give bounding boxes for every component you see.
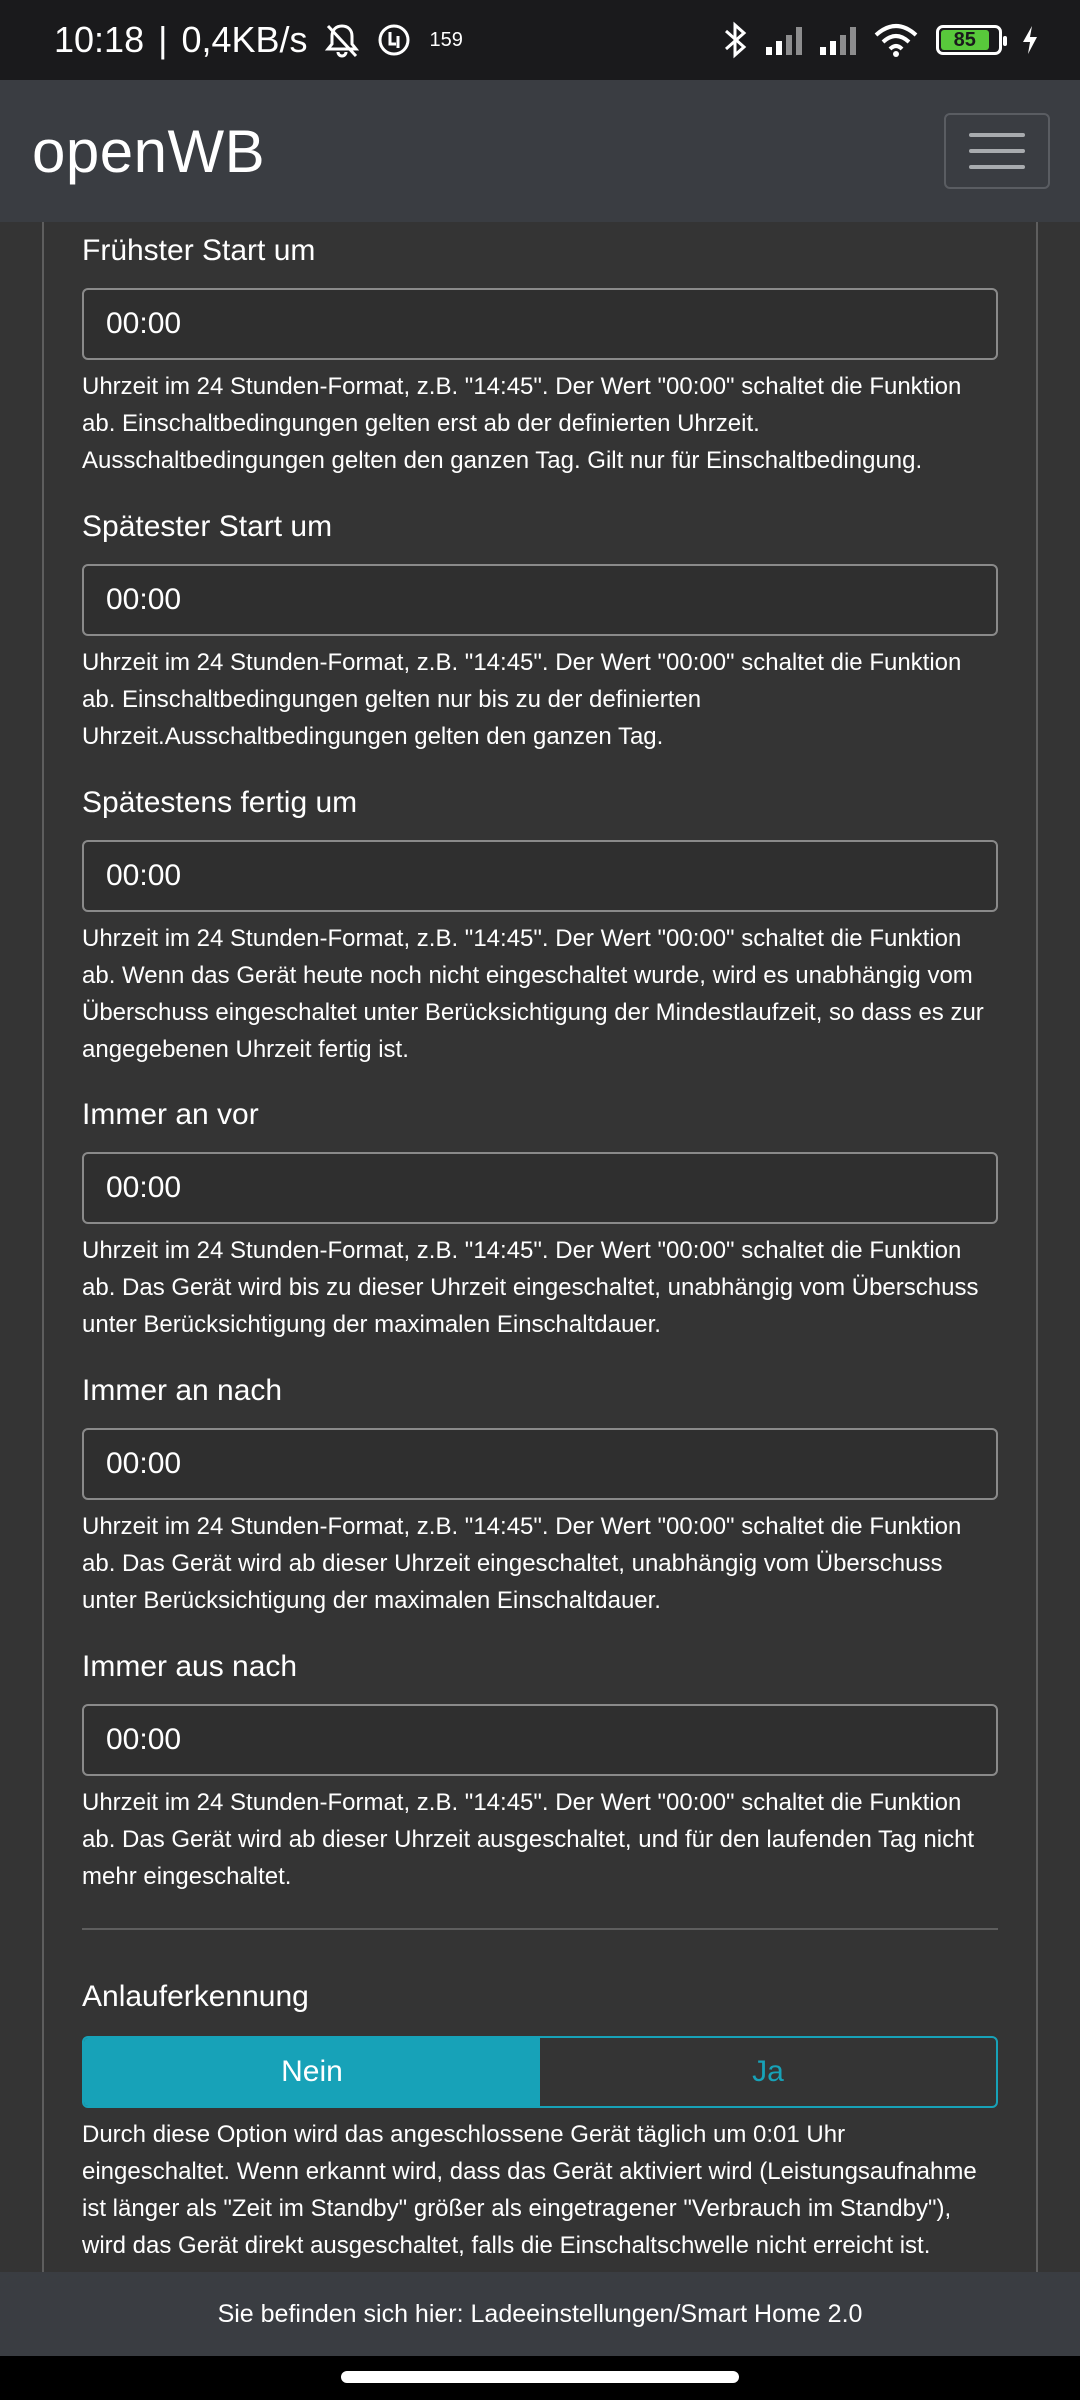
spaetester-start-help: Uhrzeit im 24 Stunden-Format, z.B. "14:45". Der Wert "00:00" schaltet die Funktion ab. Einschaltbedingungen gelten nur bis zu der definierten Uhrzeit.Ausschaltbedingungen gelten den ganzen Tag.: [82, 649, 962, 750]
status-left: [54, 19, 463, 61]
fruehster-start-help: Uhrzeit im 24 Stunden-Format, z.B. "14:45". Der Wert "00:00" schaltet die Funktion ab. Einschaltbedingungen gelten erst ab der definierten Uhrzeit. Ausschaltbedingungen gelten den ganzen Tag. Gilt nur für Einschaltbedingung.: [82, 373, 962, 474]
immer-aus-nach-help: Uhrzeit im 24 Stunden-Format, z.B. "14:45". Der Wert "00:00" schaltet die Funktion ab. Das Gerät wird ab dieser Uhrzeit ausgeschaltet, und für den laufenden Tag nicht mehr eingeschaltet.: [82, 1789, 975, 1890]
immer-an-vor-input[interactable]: 00:00: [82, 1152, 998, 1224]
network-speed: 0,4KB/s: [181, 19, 308, 60]
hamburger-icon-line: [969, 149, 1025, 153]
status-right: [722, 21, 1040, 59]
anlauferkennung-toggle-group: [82, 2036, 998, 2108]
spaetester-start-input[interactable]: 00:00: [82, 564, 998, 636]
field-label-immer-an-nach: Immer an nach: [82, 1374, 283, 1407]
brand-logo[interactable]: openWB: [32, 117, 266, 185]
anlauferkennung-ja-button[interactable]: Ja: [752, 2055, 784, 2088]
hamburger-icon-line: [969, 133, 1025, 137]
battery-level: 85: [941, 30, 989, 50]
signal-1-icon: [766, 25, 802, 55]
immer-aus-nach-input[interactable]: 00:00: [82, 1704, 998, 1776]
app-header: [0, 80, 1080, 222]
field-label-fruehster-start: Frühster Start um: [82, 234, 316, 267]
status-separator: |: [158, 19, 168, 60]
spaetestens-fertig-input[interactable]: 00:00: [82, 840, 998, 912]
notification-count: 159: [429, 28, 463, 51]
bluetooth-icon: [722, 21, 748, 59]
anlauferkennung-help: Durch diese Option wird das angeschlossene Gerät täglich um 0:01 Uhr eingeschaltet. Wenn erkannt wird, dass das Gerät aktiviert wird (Leistungsaufnahme ist länger als "Zeit im Standby" größer als eingetragener "Verbrauch im Standby"), wird das Gerät direkt ausgeschaltet, falls die Einschaltschwelle nicht erreicht ist.: [82, 2121, 977, 2259]
fruehster-start-input[interactable]: 00:00: [82, 288, 998, 360]
field-label-immer-an-vor: Immer an vor: [82, 1098, 259, 1131]
immer-an-vor-help: Uhrzeit im 24 Stunden-Format, z.B. "14:45". Der Wert "00:00" schaltet die Funktion ab. Das Gerät wird bis zu dieser Uhrzeit eingeschaltet, unabhängig vom Überschuss unter Berücksichtigung der maximalen Einschaltdauer.: [82, 1237, 979, 1338]
field-label-spaetestens-fertig: Spätestens fertig um: [82, 786, 358, 819]
spaetestens-fertig-help: Uhrzeit im 24 Stunden-Format, z.B. "14:45". Der Wert "00:00" schaltet die Funktion ab. Wenn das Gerät heute noch nicht eingeschaltet wurde, wird es unabhängig vom Überschuss eingeschaltet unter Berücksichtigung der Mindestlaufzeit, so dass es zur angegebenen Uhrzeit fertig ist.: [82, 925, 984, 1063]
immer-an-nach-input[interactable]: 00:00: [82, 1428, 998, 1500]
hamburger-icon-line: [969, 165, 1025, 169]
home-gesture-handle[interactable]: [341, 2371, 739, 2383]
status-time: 10:18: [54, 19, 145, 60]
immer-an-nach-help: Uhrzeit im 24 Stunden-Format, z.B. "14:45". Der Wert "00:00" schaltet die Funktion ab. Das Gerät wird ab dieser Uhrzeit eingeschaltet, unabhängig vom Überschuss unter Berücksichtigung der maximalen Einschaltdauer.: [82, 1513, 962, 1614]
bell-off-icon: [322, 20, 362, 60]
status-bar: [0, 0, 1080, 80]
charging-icon: [1020, 24, 1040, 56]
signal-2-icon: [820, 25, 856, 55]
field-label-immer-aus-nach: Immer aus nach: [82, 1650, 298, 1683]
menu-toggle-button[interactable]: [944, 113, 1050, 189]
footer-breadcrumb: Sie befinden sich hier: Ladeeinstellungen/Smart Home 2.0: [0, 2272, 1080, 2356]
wifi-icon: [874, 23, 918, 57]
sync-icon: [376, 22, 412, 58]
section-divider: [82, 1928, 998, 1930]
field-label-anlauferkennung: Anlauferkennung: [82, 1980, 309, 2013]
field-label-spaetester-start: Spätester Start um: [82, 510, 333, 543]
battery-icon: [936, 25, 1002, 55]
anlauferkennung-nein-button[interactable]: Nein: [84, 2038, 540, 2106]
